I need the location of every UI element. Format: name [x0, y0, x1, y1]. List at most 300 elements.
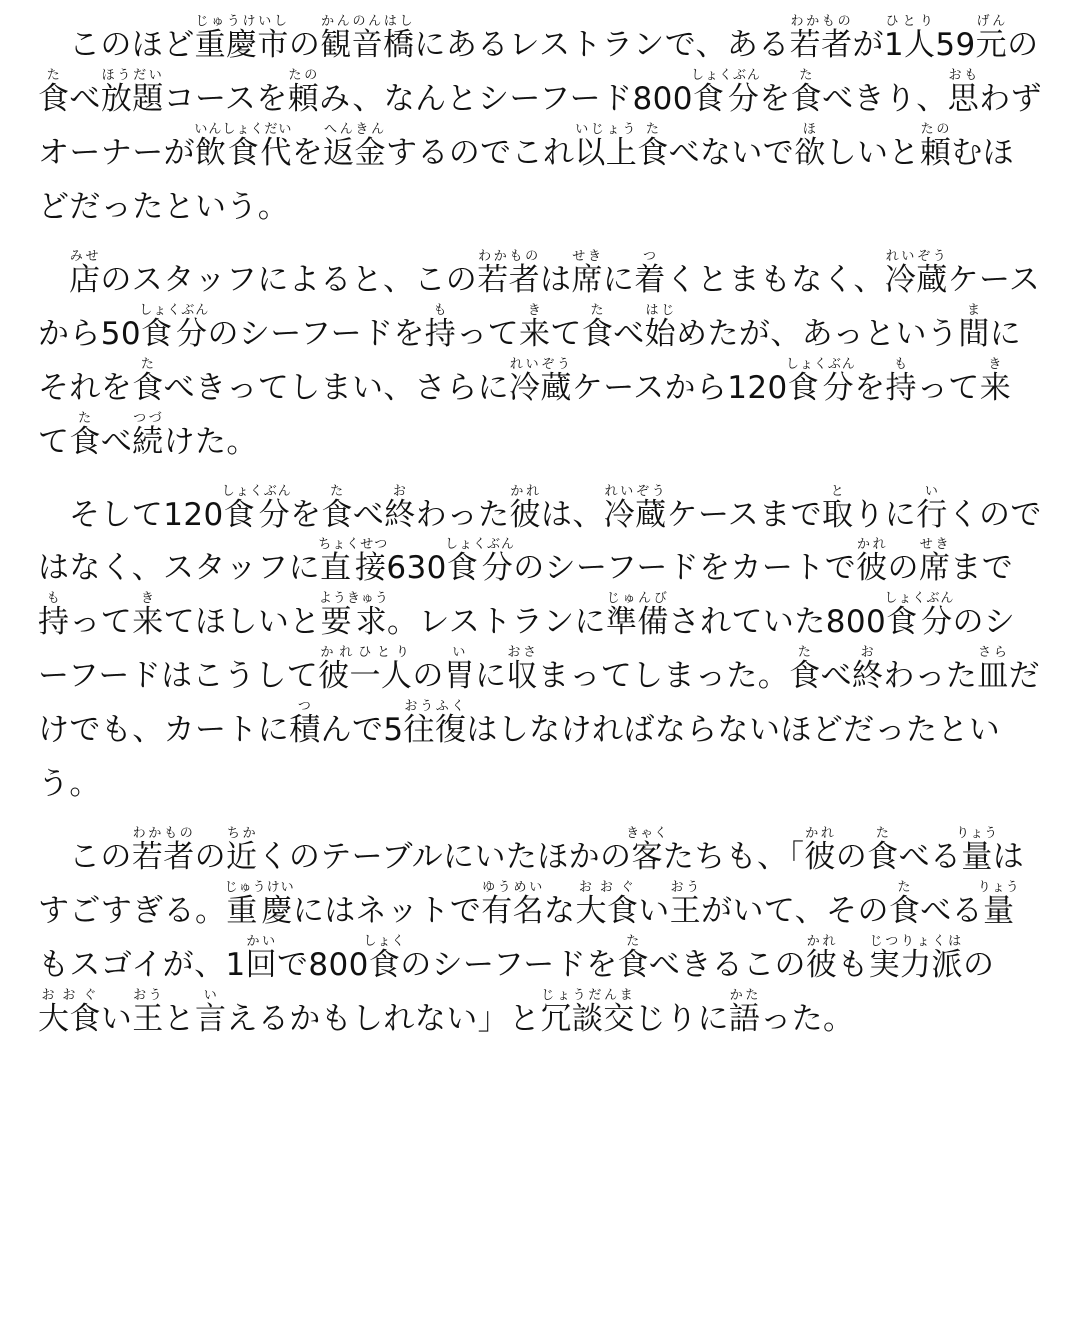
- ruby-word: [884, 591, 955, 641]
- text-run: にそれを: [38, 315, 1022, 406]
- ruby-word: [634, 248, 666, 298]
- furigana: じょうだんま: [540, 987, 635, 1003]
- ruby-base: 重慶市: [194, 27, 289, 63]
- ruby-base: 放題: [100, 80, 164, 117]
- furigana: たの: [287, 67, 320, 83]
- ruby-word: [669, 880, 702, 930]
- ruby-base: 頼: [919, 134, 952, 171]
- ruby-base: 往復: [403, 712, 467, 749]
- text-run: のシーフードを: [400, 947, 618, 983]
- ruby-base: 終: [384, 496, 416, 533]
- furigana: た: [888, 880, 921, 896]
- text-run: の: [962, 947, 995, 983]
- furigana: おう: [669, 880, 702, 896]
- furigana: しょく: [363, 934, 406, 949]
- ruby-word: [221, 483, 292, 533]
- ruby-base: 王: [132, 1000, 164, 1037]
- ruby-base: 近: [226, 839, 258, 876]
- ruby-base: 客: [626, 839, 669, 876]
- ruby-base: 直接: [318, 550, 389, 587]
- ruby-base: 元: [975, 27, 1008, 63]
- ruby-base: 食: [363, 947, 406, 983]
- furigana: れいぞう: [884, 248, 948, 264]
- ruby-base: 彼: [804, 839, 836, 876]
- furigana: わかもの: [131, 826, 195, 842]
- ruby-base: 食: [617, 947, 649, 983]
- ruby-base: 食分: [691, 80, 762, 117]
- ruby-word: [822, 483, 854, 533]
- text-run: のスタッフによると、この: [100, 261, 478, 298]
- furigana: かれひとり: [318, 645, 413, 661]
- ruby-base: 席: [571, 261, 603, 298]
- furigana: おおぐ: [575, 880, 639, 896]
- ruby-word: [194, 121, 293, 171]
- text-run: べる: [920, 893, 984, 930]
- text-run: べ: [352, 496, 385, 533]
- text-run: にあるレストランで、ある: [414, 27, 790, 63]
- ruby-word: [132, 987, 164, 1037]
- furigana: と: [822, 483, 854, 499]
- ruby-word: [977, 645, 1009, 695]
- furigana: かい: [245, 934, 277, 949]
- furigana: た: [69, 410, 101, 426]
- text-run: で800: [277, 947, 369, 983]
- ruby-base: 重慶: [224, 893, 295, 930]
- furigana: き: [132, 591, 164, 607]
- ruby-base: 返金: [323, 134, 386, 171]
- furigana: わかもの: [789, 14, 853, 29]
- ruby-word: [637, 121, 669, 171]
- text-run: を: [854, 369, 886, 406]
- ruby-word: [884, 248, 948, 298]
- text-run: はしなければならないほどだったという。: [38, 712, 1001, 803]
- ruby-base: 若者: [789, 27, 853, 63]
- ruby-base: 冷蔵: [509, 369, 572, 406]
- furigana: たの: [919, 121, 952, 137]
- furigana: おう: [132, 987, 164, 1003]
- ruby-word: [131, 826, 195, 876]
- furigana: じゅうけい: [224, 880, 295, 896]
- ruby-word: [224, 880, 295, 930]
- ruby-base: 頼: [287, 80, 320, 117]
- ruby-base: 彼: [805, 947, 838, 983]
- furigana: た: [132, 356, 164, 372]
- text-run: の: [887, 550, 919, 587]
- ruby-base: 積: [289, 712, 321, 749]
- text-run: この: [69, 839, 132, 876]
- furigana: しょくぶん: [884, 591, 955, 607]
- ruby-base: 取: [822, 496, 854, 533]
- text-run: ケースまで: [666, 496, 822, 533]
- ruby-word: [289, 699, 321, 749]
- text-run: されていた800: [668, 604, 887, 641]
- ruby-word: [581, 302, 614, 352]
- ruby-word: [318, 537, 389, 587]
- text-run: だけでも、カートに: [38, 658, 1041, 749]
- ruby-base: 食: [581, 315, 614, 352]
- text-run: い: [100, 1000, 133, 1037]
- text-run: わった: [415, 496, 510, 533]
- furigana: ほ: [794, 121, 826, 137]
- furigana: しょくぶん: [139, 302, 210, 318]
- ruby-base: 皿: [977, 658, 1009, 695]
- furigana: かた: [728, 987, 761, 1003]
- ruby-word: [443, 645, 476, 695]
- ruby-base: 食: [637, 134, 669, 171]
- ruby-base: 食分: [139, 315, 210, 352]
- furigana: かれ: [509, 483, 541, 499]
- text-run: って: [69, 604, 133, 641]
- text-run: が: [852, 27, 884, 63]
- furigana: みせ: [69, 248, 101, 264]
- furigana: わかもの: [477, 248, 541, 264]
- furigana: た: [789, 645, 821, 661]
- text-run: ケースから120: [571, 369, 788, 406]
- text-run: のシーフードをカートで: [513, 550, 857, 587]
- ruby-base: 有名: [481, 893, 545, 930]
- ruby-word: [790, 67, 823, 117]
- furigana: ほうだい: [100, 67, 164, 83]
- ruby-word: [617, 934, 649, 983]
- ruby-word: [919, 121, 952, 171]
- furigana: おさ: [506, 645, 538, 661]
- ruby-base: 収: [506, 658, 538, 695]
- furigana: ひとり: [883, 14, 936, 29]
- ruby-word: [605, 591, 669, 641]
- furigana: き: [979, 356, 1012, 372]
- furigana: しょくぶん: [691, 67, 762, 83]
- paragraph: [38, 484, 1042, 813]
- furigana: りょう: [977, 880, 1020, 896]
- text-run: のシーフードを: [207, 315, 425, 352]
- ruby-base: 1人: [883, 27, 936, 63]
- furigana: せき: [571, 248, 603, 264]
- ruby-base: 食分: [221, 496, 292, 533]
- ruby-base: 欲: [794, 134, 826, 171]
- ruby-word: [481, 880, 545, 930]
- furigana: き: [519, 302, 551, 318]
- furigana: かれ: [804, 826, 836, 842]
- text-run: べないで: [668, 134, 795, 171]
- furigana: いじょう: [574, 121, 638, 137]
- ruby-base: 以上: [574, 134, 638, 171]
- ruby-word: [804, 826, 836, 876]
- ruby-word: [789, 14, 853, 63]
- furigana: た: [38, 67, 70, 83]
- text-run: に: [602, 261, 635, 298]
- ruby-base: 飲食代: [194, 134, 293, 171]
- ruby-word: [644, 302, 677, 352]
- text-run: べきり、: [822, 80, 948, 117]
- ruby-word: [226, 826, 258, 876]
- ruby-word: [403, 699, 467, 749]
- ruby-word: [540, 987, 635, 1037]
- ruby-word: [947, 67, 980, 117]
- ruby-word: [728, 987, 761, 1037]
- ruby-word: [785, 356, 856, 406]
- furigana: れいぞう: [603, 483, 667, 499]
- ruby-word: [321, 483, 353, 533]
- text-run: けた。: [163, 423, 258, 460]
- text-run: りに: [853, 496, 917, 533]
- text-run: を: [759, 80, 791, 117]
- ruby-base: 彼一人: [318, 658, 413, 695]
- text-run: くのではなく、スタッフに: [38, 496, 1042, 587]
- ruby-base: 来: [979, 369, 1012, 406]
- ruby-word: [245, 934, 277, 983]
- text-run: を: [290, 496, 322, 533]
- text-run: な: [544, 893, 576, 930]
- ruby-base: 店: [69, 261, 101, 298]
- ruby-base: 食: [789, 658, 821, 695]
- ruby-base: 持: [38, 604, 70, 641]
- ruby-word: [132, 356, 164, 406]
- ruby-word: [883, 14, 936, 63]
- ruby-base: 持: [424, 315, 457, 352]
- text-run: んで5: [320, 712, 404, 749]
- ruby-word: [519, 302, 551, 352]
- text-run: って: [456, 315, 520, 352]
- text-run: 。レストランに: [387, 604, 606, 641]
- text-run: わった: [883, 658, 978, 695]
- text-run: まで: [950, 550, 1014, 587]
- ruby-word: [139, 302, 210, 352]
- ruby-word: [805, 934, 838, 983]
- furigana: りょう: [956, 826, 999, 842]
- furigana: つ: [634, 248, 666, 264]
- text-run: のシーフードはこうして: [38, 604, 1016, 695]
- ruby-base: 間: [958, 315, 990, 352]
- paragraph: [38, 826, 1042, 1047]
- furigana: お: [384, 483, 416, 499]
- text-run: に: [475, 658, 507, 695]
- furigana: はじ: [644, 302, 677, 318]
- paragraph: [38, 249, 1042, 470]
- furigana: おおぐ: [38, 987, 101, 1003]
- text-run: った。: [760, 1000, 855, 1037]
- text-run: は、: [540, 496, 604, 533]
- text-run: しいと: [825, 134, 920, 171]
- text-run: えるかもしれない」と: [226, 1000, 541, 1037]
- ruby-base: 着: [634, 261, 666, 298]
- furigana: ちょくせつ: [318, 537, 389, 553]
- text-run: の: [412, 658, 444, 695]
- text-run: て: [38, 423, 70, 460]
- text-run: はすごすぎる。: [38, 839, 1025, 930]
- text-run: くのテーブルにいたほかの: [257, 839, 632, 876]
- text-run: を: [291, 134, 324, 171]
- ruby-base: 来: [132, 604, 164, 641]
- ruby-word: [100, 67, 164, 117]
- text-run: くとまもなく、: [665, 261, 885, 298]
- furigana: つづ: [132, 410, 164, 426]
- ruby-base: 持: [885, 369, 917, 406]
- furigana: つ: [289, 699, 321, 715]
- furigana: しょくぶん: [221, 483, 292, 499]
- ruby-base: 胃: [443, 658, 476, 695]
- furigana: た: [617, 934, 649, 949]
- ruby-word: [867, 826, 899, 876]
- ruby-word: [574, 121, 638, 171]
- ruby-word: [851, 645, 884, 695]
- ruby-base: 食: [888, 893, 921, 930]
- ruby-word: [571, 248, 603, 298]
- furigana: じつりょくは: [868, 934, 963, 949]
- text-run: べ: [613, 315, 645, 352]
- furigana: も: [38, 591, 70, 607]
- text-run: もスゴイが、1: [38, 947, 246, 983]
- furigana: せき: [918, 537, 951, 553]
- text-run: み、なんとシーフード800: [319, 80, 693, 117]
- ruby-base: 彼: [856, 550, 888, 587]
- ruby-word: [975, 14, 1008, 63]
- furigana: た: [790, 67, 823, 83]
- ruby-word: [194, 14, 289, 63]
- ruby-word: [888, 880, 921, 930]
- text-run: べ: [100, 423, 133, 460]
- ruby-base: 王: [669, 893, 702, 930]
- ruby-word: [38, 987, 101, 1037]
- text-run: わずオーナーが: [38, 80, 1042, 171]
- text-run: ケースから50: [38, 261, 1041, 352]
- furigana: い: [916, 483, 948, 499]
- text-run: も: [837, 947, 869, 983]
- furigana: い: [443, 645, 476, 661]
- text-run: は: [540, 261, 572, 298]
- furigana: しょくぶん: [444, 537, 515, 553]
- furigana: さら: [977, 645, 1009, 661]
- furigana: じゅんび: [605, 591, 669, 607]
- ruby-base: 食分: [785, 369, 856, 406]
- text-run: 59: [935, 27, 976, 63]
- furigana: へんきん: [323, 121, 386, 137]
- ruby-base: 続: [132, 423, 164, 460]
- ruby-word: [132, 410, 164, 460]
- furigana: ようきゅう: [318, 591, 389, 607]
- ruby-word: [575, 880, 639, 930]
- ruby-word: [958, 302, 990, 352]
- ruby-base: 食: [321, 496, 353, 533]
- ruby-base: 席: [918, 550, 951, 587]
- ruby-word: [320, 14, 415, 63]
- ruby-base: 準備: [605, 604, 669, 641]
- ruby-base: 終: [851, 658, 884, 695]
- ruby-base: 行: [916, 496, 948, 533]
- text-run: べ: [69, 80, 101, 117]
- ruby-word: [195, 987, 227, 1037]
- text-run: このほど: [69, 27, 195, 63]
- text-run: の: [1007, 27, 1039, 63]
- furigana: じゅうけいし: [194, 14, 289, 29]
- text-run: てほしいと: [163, 604, 321, 641]
- ruby-word: [318, 645, 413, 695]
- ruby-base: 食: [867, 839, 899, 876]
- furigana: おも: [947, 67, 980, 83]
- ruby-word: [856, 537, 888, 587]
- ruby-base: 実力派: [868, 947, 963, 983]
- text-run: まってしまった。: [537, 658, 790, 695]
- furigana: かんのんはし: [320, 14, 415, 29]
- text-run: じりに: [634, 1000, 729, 1037]
- ruby-word: [506, 645, 538, 695]
- furigana: も: [885, 356, 917, 372]
- text-run: って: [916, 369, 980, 406]
- ruby-word: [509, 356, 572, 406]
- ruby-word: [979, 356, 1012, 406]
- furigana: おうふく: [403, 699, 467, 715]
- text-run: て: [550, 315, 582, 352]
- ruby-word: [318, 591, 389, 641]
- text-run: べきってしまい、さらに: [163, 369, 510, 406]
- ruby-word: [885, 356, 917, 406]
- ruby-word: [38, 67, 70, 117]
- ruby-base: 食: [790, 80, 823, 117]
- ruby-word: [384, 483, 416, 533]
- ruby-word: [789, 645, 821, 695]
- text-run: べる: [898, 839, 962, 876]
- furigana: お: [851, 645, 884, 661]
- ruby-base: 冗談交: [540, 1000, 635, 1037]
- text-run: がいて、その: [701, 893, 889, 930]
- ruby-base: 回: [245, 947, 277, 983]
- ruby-word: [916, 483, 948, 533]
- text-run: コースを: [163, 80, 288, 117]
- furigana: も: [424, 302, 457, 318]
- ruby-word: [363, 934, 406, 983]
- furigana: かれ: [805, 934, 838, 949]
- furigana: た: [637, 121, 669, 137]
- ruby-base: 思: [947, 80, 980, 117]
- ruby-word: [444, 537, 515, 587]
- ruby-word: [977, 880, 1020, 930]
- ruby-word: [956, 826, 999, 876]
- text-run: べきるこの: [648, 947, 806, 983]
- furigana: た: [867, 826, 899, 842]
- text-run: むほどだったという。: [38, 134, 1015, 225]
- text-run: い: [638, 893, 670, 930]
- ruby-base: 観音橋: [320, 27, 415, 63]
- furigana: きゃく: [626, 826, 669, 842]
- ruby-word: [287, 67, 320, 117]
- furigana: げん: [975, 14, 1008, 29]
- ruby-base: 若者: [131, 839, 195, 876]
- ruby-base: 食分: [444, 550, 515, 587]
- ruby-base: 彼: [509, 496, 541, 533]
- paragraph: [38, 14, 1042, 235]
- ruby-word: [918, 537, 951, 587]
- ruby-word: [691, 67, 762, 117]
- ruby-base: 大食: [575, 893, 639, 930]
- ruby-base: 始: [644, 315, 677, 352]
- ruby-base: 若者: [477, 261, 541, 298]
- ruby-word: [477, 248, 541, 298]
- text-run: めたが、あっという: [676, 315, 959, 352]
- ruby-base: 語: [728, 1000, 761, 1037]
- text-run: べ: [820, 658, 852, 695]
- text-run: と: [163, 1000, 196, 1037]
- ruby-base: 大食: [38, 1000, 101, 1037]
- furigana: ゆうめい: [481, 880, 545, 896]
- text-run: の: [835, 839, 868, 876]
- ruby-base: 言: [195, 1000, 227, 1037]
- text-run: するのでこれ: [385, 134, 575, 171]
- furigana: れいぞう: [509, 356, 572, 372]
- ruby-word: [69, 248, 101, 298]
- ruby-word: [509, 483, 541, 533]
- ruby-base: 冷蔵: [603, 496, 667, 533]
- furigana: しょくぶん: [785, 356, 856, 372]
- ruby-base: 冷蔵: [884, 261, 948, 298]
